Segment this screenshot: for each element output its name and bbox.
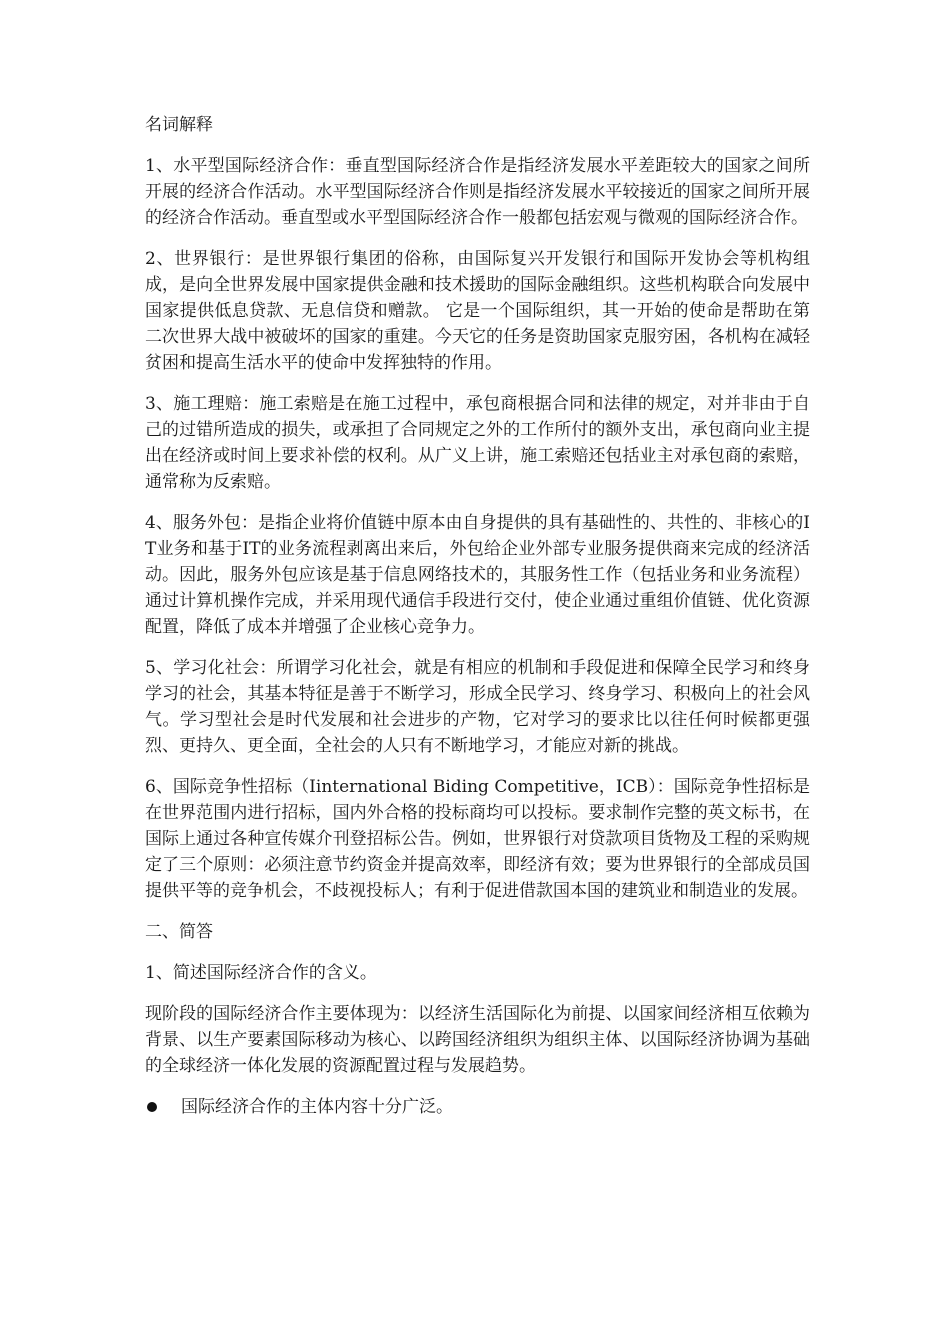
term-paragraph-2: 2、世界银行：是世界银行集团的俗称，由国际复兴开发银行和国际开发协会等机构组成，是向全世界发展中国家提供金融和技术援助的国际金融组织。这些机构联合向发展中国家提供低息贷款、无息信贷和赠款。 它是一个国际组织，其一开始的使命是帮助在第二次世界大战中被破坏的国家的重建。今天它的任务是资助国家克服穷困，各机构在减轻贫困和提高生活水平的使命中发挥独特的作用。: [145, 249, 810, 373]
section-heading-short-answer: 二、简答: [145, 922, 213, 942]
term-paragraph-5: 5、学习化社会：所谓学习化社会，就是有相应的机制和手段促进和保障全民学习和终身学习的社会，其基本特征是善于不断学习，形成全民学习、终身学习、积极向上的社会风气。学习型社会是时代发展和社会进步的产物，它对学习的要求比以往任何时候都更强烈、更持久、更全面，全社会的人只有不断地学习，才能应对新的挑战。: [145, 658, 810, 756]
term-paragraph-4: 4、服务外包：是指企业将价值链中原本由自身提供的具有基础性的、共性的、非核心的IT业务和基于IT的业务流程剥离出来后，外包给企业外部专业服务提供商来完成的经济活动。因此，服务外包应该是基于信息网络技术的，其服务性工作（包括业务和业务流程）通过计算机操作完成，并采用现代通信手段进行交付，使企业通过重组价值链、优化资源配置，降低了成本并增强了企业核心竞争力。: [145, 513, 810, 637]
term-paragraph-3: 3、施工理赔：施工索赔是在施工过程中，承包商根据合同和法律的规定，对并非由于自己的过错所造成的损失，或承担了合同规定之外的工作所付的额外支出，承包商向业主提出在经济或时间上要求补偿的权利。从广义上讲，施工索赔还包括业主对承包商的索赔，通常称为反索赔。: [145, 394, 810, 492]
bullet-text: 国际经济合作的主体内容十分广泛。: [181, 1097, 453, 1117]
term-paragraph-1: 1、水平型国际经济合作：垂直型国际经济合作是指经济发展水平差距较大的国家之间所开展的经济合作活动。水平型国际经济合作则是指经济发展水平较接近的国家之间所开展的经济合作活动。垂直型或水平型国际经济合作一般都包括宏观与微观的国际经济合作。: [145, 156, 810, 228]
bullet-item: [145, 1094, 810, 1120]
question-1: 1、简述国际经济合作的含义。: [145, 963, 377, 983]
document-body: [145, 112, 810, 1135]
bullet-dot-icon: [147, 1102, 157, 1112]
term-paragraph-6: 6、国际竞争性招标（Iinternational Biding Competitive，ICB）：国际竞争性招标是在世界范围内进行招标，国内外合格的投标商均可以投标。要求制作完整的英文标书，在国际上通过各种宣传媒介刊登招标公告。例如，世界银行对贷款项目货物及工程的采购规定了三个原则：必须注意节约资金并提高效率，即经济有效；要为世界银行的全部成员国提供平等的竞争机会，不歧视投标人；有利于促进借款国本国的建筑业和制造业的发展。: [145, 777, 810, 901]
section-heading-terms: 名词解释: [145, 115, 213, 135]
answer-1: 现阶段的国际经济合作主要体现为：以经济生活国际化为前提、以国家间经济相互依赖为背景、以生产要素国际移动为核心、以跨国经济组织为组织主体、以国际经济协调为基础的全球经济一体化发展的资源配置过程与发展趋势。: [145, 1004, 810, 1076]
